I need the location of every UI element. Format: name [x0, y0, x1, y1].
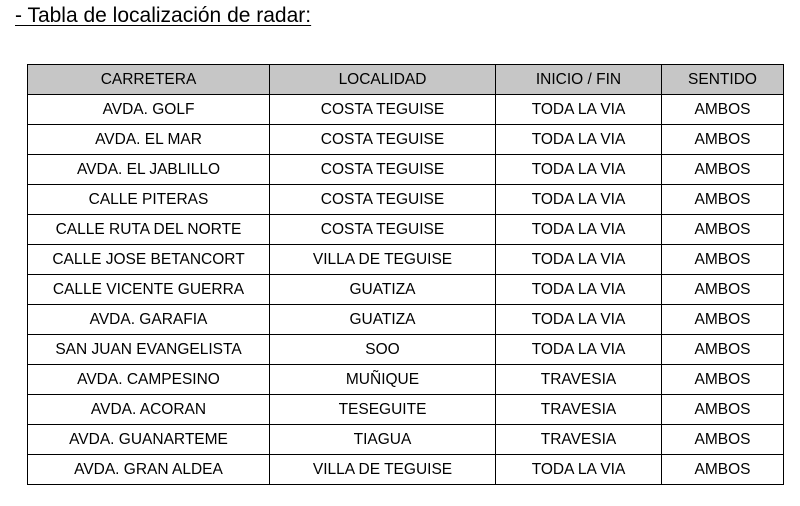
cell-carretera: CALLE JOSE BETANCORT [28, 245, 270, 275]
cell-sentido: AMBOS [662, 95, 784, 125]
cell-localidad: VILLA DE TEGUISE [270, 245, 496, 275]
cell-inicio-fin: TODA LA VIA [496, 155, 662, 185]
table-row [28, 425, 784, 455]
table-row [28, 185, 784, 215]
cell-localidad: COSTA TEGUISE [270, 185, 496, 215]
table-row [28, 215, 784, 245]
cell-carretera: AVDA. CAMPESINO [28, 365, 270, 395]
column-header-carretera: CARRETERA [28, 65, 270, 95]
column-header-localidad: LOCALIDAD [270, 65, 496, 95]
cell-inicio-fin: TRAVESIA [496, 425, 662, 455]
cell-localidad: COSTA TEGUISE [270, 155, 496, 185]
cell-inicio-fin: TODA LA VIA [496, 275, 662, 305]
cell-sentido: AMBOS [662, 185, 784, 215]
cell-localidad: COSTA TEGUISE [270, 215, 496, 245]
cell-sentido: AMBOS [662, 155, 784, 185]
table-row [28, 245, 784, 275]
cell-sentido: AMBOS [662, 395, 784, 425]
cell-sentido: AMBOS [662, 335, 784, 365]
cell-sentido: AMBOS [662, 245, 784, 275]
cell-inicio-fin: TODA LA VIA [496, 215, 662, 245]
table-body [28, 95, 784, 485]
column-header-sentido: SENTIDO [662, 65, 784, 95]
table-header-row [28, 65, 784, 95]
cell-localidad: GUATIZA [270, 275, 496, 305]
cell-inicio-fin: TODA LA VIA [496, 245, 662, 275]
table-row [28, 125, 784, 155]
cell-inicio-fin: TODA LA VIA [496, 185, 662, 215]
page-title: - Tabla de localización de radar: [15, 4, 312, 27]
cell-inicio-fin: TRAVESIA [496, 365, 662, 395]
cell-localidad: COSTA TEGUISE [270, 125, 496, 155]
cell-sentido: AMBOS [662, 455, 784, 485]
cell-carretera: CALLE RUTA DEL NORTE [28, 215, 270, 245]
cell-sentido: AMBOS [662, 275, 784, 305]
cell-sentido: AMBOS [662, 365, 784, 395]
cell-inicio-fin: TRAVESIA [496, 395, 662, 425]
cell-sentido: AMBOS [662, 215, 784, 245]
cell-localidad: SOO [270, 335, 496, 365]
table-row [28, 275, 784, 305]
cell-localidad: MUÑIQUE [270, 365, 496, 395]
radar-location-table [27, 64, 784, 485]
cell-inicio-fin: TODA LA VIA [496, 95, 662, 125]
cell-sentido: AMBOS [662, 125, 784, 155]
table-row [28, 305, 784, 335]
table-row [28, 335, 784, 365]
cell-localidad: TESEGUITE [270, 395, 496, 425]
table-row [28, 365, 784, 395]
cell-carretera: AVDA. GOLF [28, 95, 270, 125]
cell-sentido: AMBOS [662, 305, 784, 335]
table-row [28, 95, 784, 125]
cell-carretera: SAN JUAN EVANGELISTA [28, 335, 270, 365]
cell-inicio-fin: TODA LA VIA [496, 305, 662, 335]
cell-inicio-fin: TODA LA VIA [496, 335, 662, 365]
cell-carretera: CALLE PITERAS [28, 185, 270, 215]
cell-carretera: AVDA. GARAFIA [28, 305, 270, 335]
column-header-inicio-fin: INICIO / FIN [496, 65, 662, 95]
cell-carretera: AVDA. GRAN ALDEA [28, 455, 270, 485]
cell-carretera: AVDA. ACORAN [28, 395, 270, 425]
cell-sentido: AMBOS [662, 425, 784, 455]
cell-carretera: AVDA. EL MAR [28, 125, 270, 155]
cell-localidad: COSTA TEGUISE [270, 95, 496, 125]
table-row [28, 155, 784, 185]
table-row [28, 455, 784, 485]
cell-localidad: TIAGUA [270, 425, 496, 455]
cell-inicio-fin: TODA LA VIA [496, 125, 662, 155]
cell-localidad: GUATIZA [270, 305, 496, 335]
cell-carretera: AVDA. GUANARTEME [28, 425, 270, 455]
cell-carretera: AVDA. EL JABLILLO [28, 155, 270, 185]
cell-carretera: CALLE VICENTE GUERRA [28, 275, 270, 305]
cell-inicio-fin: TODA LA VIA [496, 455, 662, 485]
cell-localidad: VILLA DE TEGUISE [270, 455, 496, 485]
table-row [28, 395, 784, 425]
